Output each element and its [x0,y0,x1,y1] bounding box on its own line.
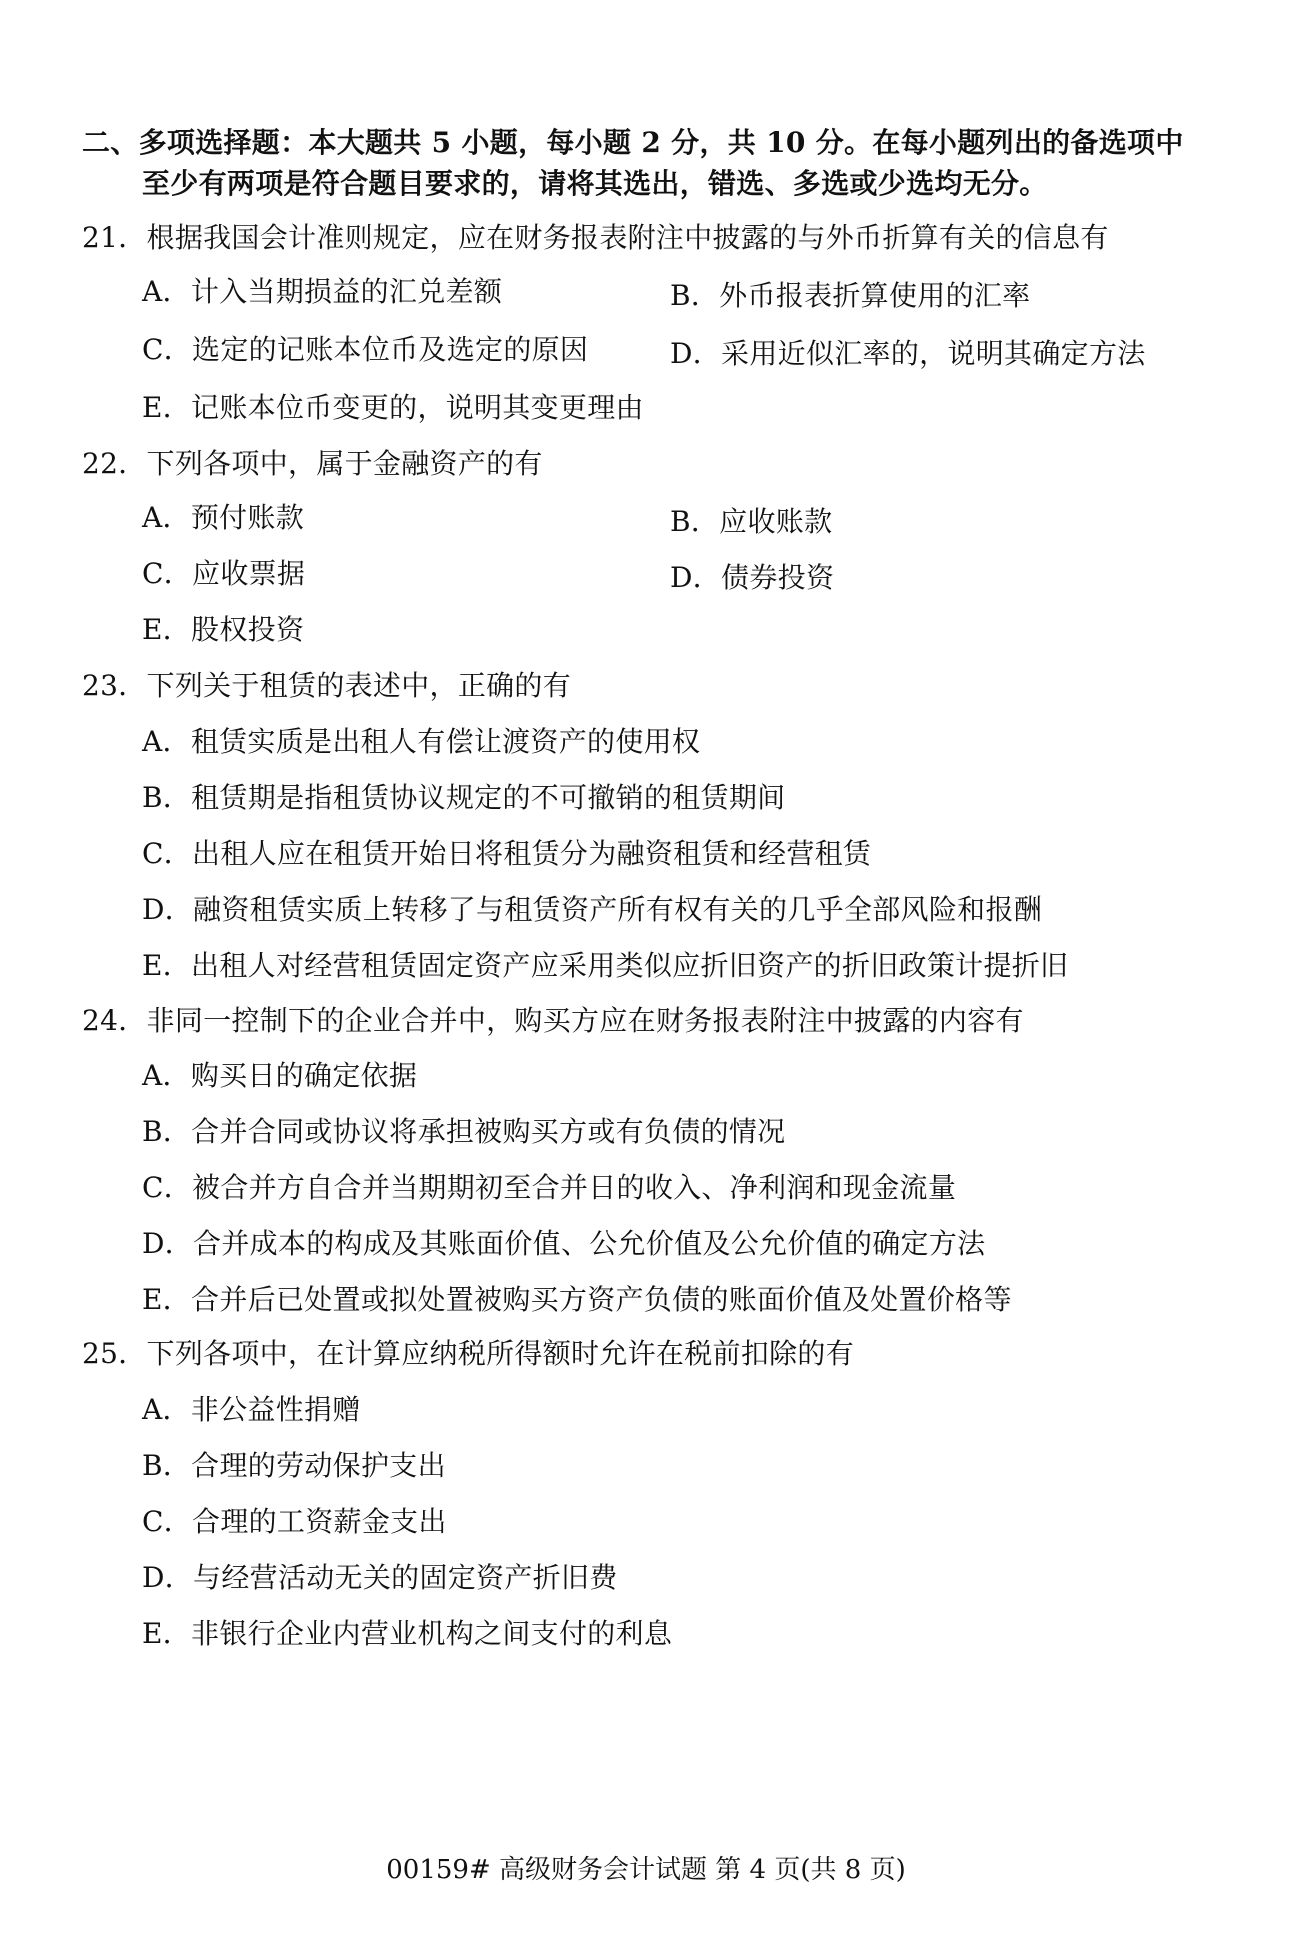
q25-option-c: C．合理的工资薪金支出 [142,1505,447,1538]
q22-option-b: B．应收账款 [670,505,833,538]
question-21 [82,220,1109,256]
q21-option-c: C．选定的记账本位币及选定的原因 [142,333,589,366]
page-footer: 00159# 高级财务会计试题 第 4 页(共 8 页) [386,1855,906,1885]
question-number: 23． [82,669,147,702]
question-number: 25． [82,1337,147,1370]
q25-option-d: D．与经营活动无关的固定资产折旧费 [142,1561,618,1594]
q24-option-e: E．合并后已处置或拟处置被购买方资产负债的账面价值及处置价格等 [142,1283,1012,1316]
question-stem: 非同一控制下的企业合并中，购买方应在财务报表附注中披露的内容有 [146,1004,1024,1037]
q21-option-e: E．记账本位币变更的，说明其变更理由 [142,391,644,424]
q22-option-d: D．债券投资 [670,561,835,594]
q22-option-a: A．预付账款 [142,501,305,534]
q24-option-d: D．合并成本的构成及其账面价值、公允价值及公允价值的确定方法 [142,1227,986,1260]
question-number: 24． [82,1004,147,1037]
q25-option-b: B．合理的劳动保护支出 [142,1449,446,1482]
q25-option-e: E．非银行企业内营业机构之间支付的利息 [142,1617,673,1650]
section-instruction-line-1: 二、多项选择题：本大题共 5 小题，每小题 2 分，共 10 分。在每小题列出的备选项中 [82,126,1184,159]
q21-option-b: B．外币报表折算使用的汇率 [670,279,1031,312]
q21-option-a: A．计入当期损益的汇兑差额 [142,275,503,308]
question-24 [82,1003,1024,1039]
q23-option-e: E．出租人对经营租赁固定资产应采用类似应折旧资产的折旧政策计提折旧 [142,949,1069,982]
question-22 [82,446,543,482]
q24-option-a: A．购买日的确定依据 [142,1059,418,1092]
question-stem: 下列各项中，在计算应纳税所得额时允许在税前扣除的有 [146,1337,855,1370]
question-stem: 下列各项中，属于金融资产的有 [146,447,543,480]
q23-option-c: C．出租人应在租赁开始日将租赁分为融资租赁和经营租赁 [142,837,872,870]
q23-option-d: D．融资租赁实质上转移了与租赁资产所有权有关的几乎全部风险和报酬 [142,893,1043,926]
q23-option-b: B．租赁期是指租赁协议规定的不可撤销的租赁期间 [142,781,786,814]
question-23 [82,668,571,704]
question-25 [82,1336,854,1372]
q22-option-e: E．股权投资 [142,613,305,646]
q24-option-b: B．合并合同或协议将承担被购买方或有负债的情况 [142,1115,786,1148]
question-stem: 下列关于租赁的表述中，正确的有 [146,669,572,702]
q25-option-a: A．非公益性捐赠 [142,1393,361,1426]
q23-option-a: A．租赁实质是出租人有偿让渡资产的使用权 [142,725,701,758]
question-stem: 根据我国会计准则规定，应在财务报表附注中披露的与外币折算有关的信息有 [146,221,1109,254]
question-number: 21． [82,221,147,254]
section-instruction-line-2: 至少有两项是符合题目要求的，请将其选出，错选、多选或少选均无分。 [142,167,1048,200]
question-number: 22． [82,447,147,480]
q21-option-d: D．采用近似汇率的，说明其确定方法 [670,337,1146,370]
q24-option-c: C．被合并方自合并当期期初至合并日的收入、净利润和现金流量 [142,1171,957,1204]
q22-option-c: C．应收票据 [142,557,306,590]
